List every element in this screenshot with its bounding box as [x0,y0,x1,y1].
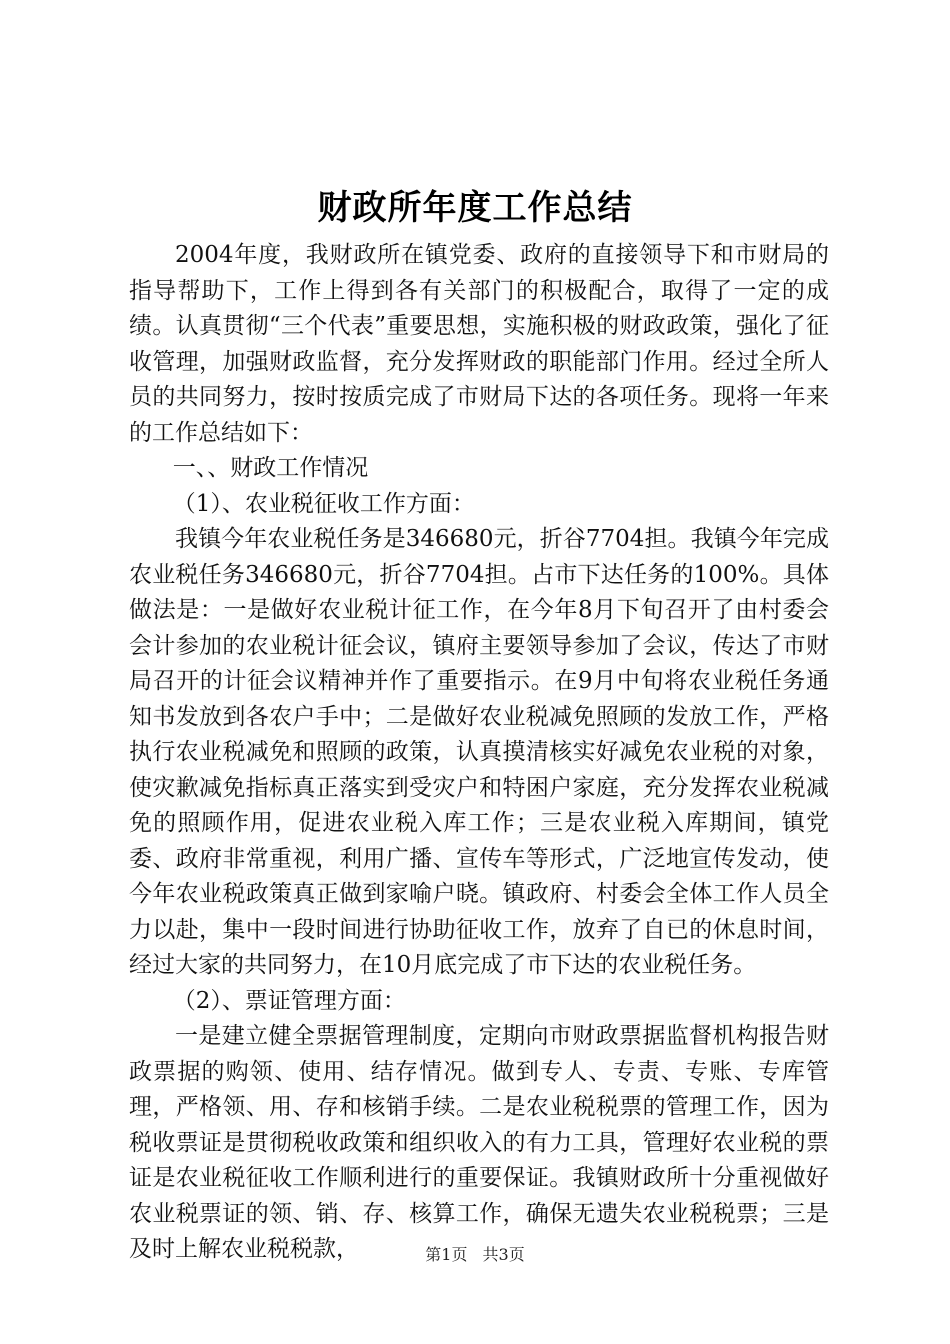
subsection-heading-agricultural-tax: （1）、农业税征收工作方面： [172,490,475,517]
document-title: 财政所年度工作总结 [317,188,633,228]
section-heading-finance-work: 一、、财政工作情况 [172,455,369,481]
document-body [129,238,829,1268]
paragraph-ticket-management: 一是建立健全票据管理制度，定期向市财政票据监督机构报告财政票据的购领、使用、结存情况。做到专人、专责、专账、专库管理，严格领、用、存和核销手续。二是农业税税票的管理工作，因为税收票证是贯彻税收政策和组织收入的有力工具，管理好农业税的票证是农业税征收工作顺利进行的重要保证。我镇财政所十分重视做好农业税票证的领、销、存、核算工作，确保无遗失农业税税票；三是及时上解农业税税款， [129,1023,829,1262]
page-total: 共3页 [482,1245,525,1264]
page-number: 第1页 [425,1245,468,1264]
subsection-heading-ticket-management: （2）、票证管理方面： [172,987,406,1014]
paragraph-agricultural-tax: 我镇今年农业税任务是346680元，折谷7704担。我镇今年完成农业税任务346680元，折谷7704担。占市下达任务的100%。具体做法是：一是做好农业税计征工作，在今年8月下旬召开了由村委会会计参加的农业税计征会议，镇府主要领导参加了会议，传达了市财局召开的计征会议精神并作了重要指示。在9月中旬将农业税任务通知书发放到各农户手中；二是做好农业税减免照顾的发放工作，严格执行农业税减免和照顾的政策，认真摸清核实好减免农业税的对象，使灾歉减免指标真正落实到受灾户和特困户家庭，充分发挥农业税减免的照顾作用，促进农业税入库工作；三是农业税入库期间，镇党委、政府非常重视，利用广播、宣传车等形式，广泛地宣传发动，使今年农业税政策真正做到家喻户晓。镇政府、村委会全体工作人员全力以赴，集中一段时间进行协助征收工作，放弃了自已的休息时间，经过大家的共同努力，在10月底完成了市下达的农业税任务。 [129,526,829,978]
page-footer [0,1244,950,1266]
paragraph-intro: 2004年度，我财政所在镇党委、政府的直接领导下和市财局的指导帮助下，工作上得到各有关部门的积极配合，取得了一定的成绩。认真贯彻“三个代表”重要思想，实施积极的财政政策，强化了征收管理，加强财政监督，充分发挥财政的职能部门作用。经过全所人员的共同努力，按时按质完成了市财局下达的各项任务。现将一年来的工作总结如下： [129,242,829,446]
